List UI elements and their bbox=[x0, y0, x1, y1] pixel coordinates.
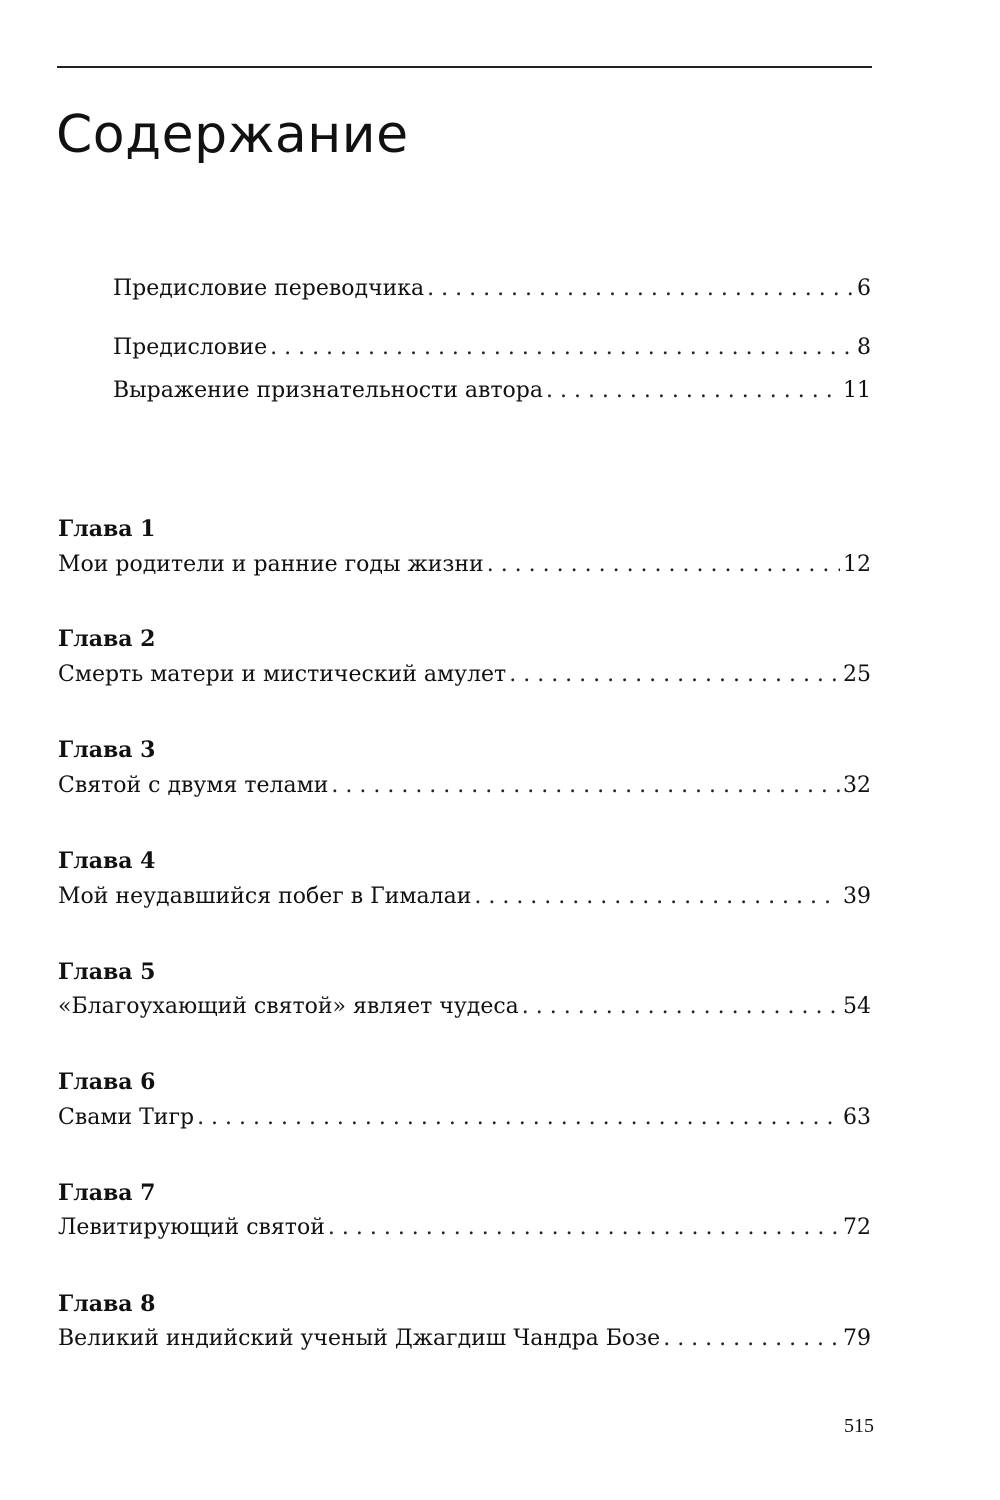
chapter-heading: Глава 3 bbox=[58, 737, 156, 763]
dot-leader bbox=[546, 376, 840, 406]
toc-entry-label: Мои родители и ранние годы жизни bbox=[58, 552, 484, 577]
toc-entry-page: 54 bbox=[843, 994, 871, 1019]
dot-leader bbox=[328, 1213, 840, 1243]
chapter-heading: Глава 2 bbox=[58, 626, 156, 652]
page-title: Содержание bbox=[56, 105, 409, 165]
toc-entry-label: Предисловие переводчика bbox=[113, 276, 425, 301]
toc-entry-label: Смерть матери и мистический амулет bbox=[58, 662, 507, 687]
toc-entry-label: Святой с двумя телами bbox=[58, 773, 329, 798]
toc-entry-label: Великий индийский ученый Джагдиш Чандра Бозе bbox=[58, 1326, 661, 1351]
toc-entry-chapter-2[interactable] bbox=[58, 660, 871, 690]
page-number: 515 bbox=[844, 1415, 874, 1437]
toc-entry-chapter-3[interactable] bbox=[58, 771, 871, 801]
toc-entry-chapter-6[interactable] bbox=[58, 1103, 871, 1133]
chapter-heading: Глава 7 bbox=[58, 1180, 156, 1206]
dot-leader bbox=[197, 1103, 840, 1133]
dot-leader bbox=[509, 660, 840, 690]
chapter-heading: Глава 6 bbox=[58, 1069, 156, 1095]
toc-entry-page: 12 bbox=[843, 552, 871, 577]
chapter-heading: Глава 5 bbox=[58, 959, 156, 985]
dot-leader bbox=[427, 274, 854, 304]
dot-leader bbox=[663, 1324, 840, 1354]
toc-entry-acknowledgements[interactable] bbox=[113, 376, 871, 406]
toc-entry-label: Предисловие bbox=[113, 335, 268, 360]
chapter-heading: Глава 1 bbox=[58, 516, 156, 542]
toc-entry-label: Мой неудавшийся побег в Гималаи bbox=[58, 884, 472, 909]
dot-leader bbox=[487, 550, 840, 580]
toc-entry-chapter-7[interactable] bbox=[58, 1213, 871, 1243]
toc-entry-label: Выражение признательности автора bbox=[113, 378, 543, 403]
toc-entry-page: 8 bbox=[857, 335, 871, 360]
dot-leader bbox=[331, 771, 840, 801]
toc-entry-preface[interactable] bbox=[113, 333, 871, 363]
toc-entry-chapter-1[interactable] bbox=[58, 550, 871, 580]
toc-entry-page: 39 bbox=[843, 884, 871, 909]
toc-entry-page: 25 bbox=[843, 662, 871, 687]
toc-entry-label: Свами Тигр bbox=[58, 1105, 195, 1130]
toc-entry-page: 6 bbox=[857, 276, 871, 301]
dot-leader bbox=[522, 992, 840, 1022]
toc-entry-label: «Благоухающий святой» являет чудеса bbox=[58, 994, 519, 1019]
toc-entry-page: 72 bbox=[843, 1215, 871, 1240]
chapter-heading: Глава 4 bbox=[58, 848, 156, 874]
toc-entry-chapter-4[interactable] bbox=[58, 882, 871, 912]
top-rule bbox=[57, 66, 872, 68]
toc-entry-page: 63 bbox=[843, 1105, 871, 1130]
chapter-heading: Глава 8 bbox=[58, 1291, 156, 1317]
dot-leader bbox=[270, 333, 854, 363]
toc-entry-label: Левитирующий святой bbox=[58, 1215, 325, 1240]
toc-entry-page: 32 bbox=[843, 773, 871, 798]
toc-entry-chapter-8[interactable] bbox=[58, 1324, 871, 1354]
toc-entry-chapter-5[interactable] bbox=[58, 992, 871, 1022]
toc-entry-translator-preface[interactable] bbox=[113, 274, 871, 304]
dot-leader bbox=[474, 882, 840, 912]
toc-entry-page: 79 bbox=[843, 1326, 871, 1351]
toc-entry-page: 11 bbox=[843, 378, 871, 403]
